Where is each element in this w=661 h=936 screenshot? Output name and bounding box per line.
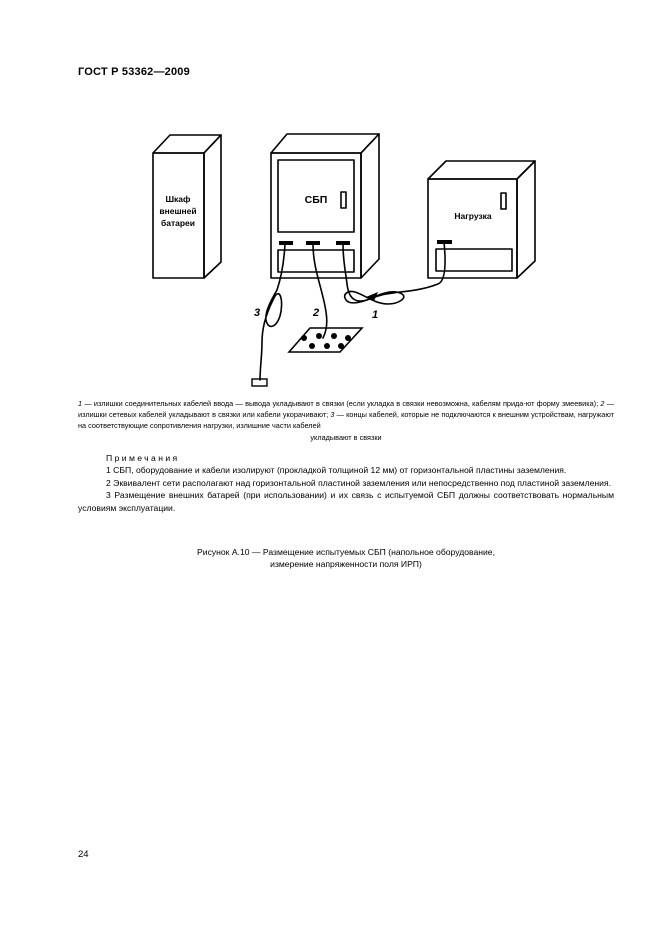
marker-3: 3: [254, 307, 261, 319]
figure-legend: [78, 398, 614, 443]
figure-caption: [78, 546, 614, 570]
note-item: 3 Размещение внешних батарей (при использовании) и их связь с испытуемой СБП должны соответствовать нормальным условиям эксплуатации.: [78, 490, 614, 513]
legend-item-2: — излишки сетевых кабелей укладывают в связки или кабели укорачивают;: [78, 399, 614, 420]
plate-socket: [338, 343, 344, 349]
load-connector: [437, 240, 452, 244]
document-header: ГОСТ Р 53362—2009: [78, 66, 190, 78]
plate-socket: [345, 335, 351, 341]
legend-number-3: 3: [330, 410, 335, 420]
ups-connector-3: [336, 241, 350, 245]
legend-number-1: 1: [78, 399, 83, 408]
test-setup-diagram: [0, 0, 661, 400]
figure-caption-line1: Рисунок А.10 — Размещение испытуемых СБП (напольное оборудование,: [197, 547, 495, 557]
legend-number-2: 2: [600, 399, 605, 408]
cable-3: [260, 244, 285, 380]
battery-label-line2: внешней: [159, 206, 197, 216]
cable-2: [313, 244, 327, 338]
battery-label-line1: Шкаф: [165, 194, 191, 204]
plate-socket: [331, 333, 337, 339]
ups-unit-drawing: [271, 134, 379, 278]
legend-item-1: — излишки соединительных кабелей ввода — вывода укладывают в связки (если укладка в связки невозможна, кабелям прида-ют форму змеевика);: [82, 399, 601, 408]
page-number: 24: [78, 849, 89, 860]
notes-title: Примечания: [106, 453, 180, 463]
ups-connector-2: [306, 241, 320, 245]
battery-label-line3: батареи: [160, 218, 196, 228]
load-label: Нагрузка: [454, 211, 492, 221]
plate-socket: [316, 333, 322, 339]
plate-socket: [309, 343, 315, 349]
plate-socket: [324, 343, 330, 349]
ups-label: СБП: [304, 194, 328, 206]
marker-2: 2: [313, 307, 320, 319]
figure-caption-line2: измерение напряженности поля ИРП): [270, 559, 422, 569]
ups-connector-1: [279, 241, 293, 245]
marker-1: 1: [372, 309, 379, 321]
note-item: 1 СБП, оборудование и кабели изолируют (прокладкой толщиной 12 мм) от горизонтальной пластины заземления.: [106, 465, 567, 476]
legend-item-3: — концы кабелей, которые не подключаются к внешним устройствам, нагружают на соответствующие сопротивления нагрузки, излишние части кабелей: [78, 410, 614, 431]
legend-last-line: укладывают в связки: [310, 432, 382, 442]
notes-section: [78, 452, 614, 514]
plate-socket: [301, 335, 307, 341]
cable-1: [343, 242, 445, 304]
note-item: 2 Эквивалент сети располагают над горизонтальной пластиной заземления или непосредственно под пластиной заземления.: [106, 477, 612, 488]
